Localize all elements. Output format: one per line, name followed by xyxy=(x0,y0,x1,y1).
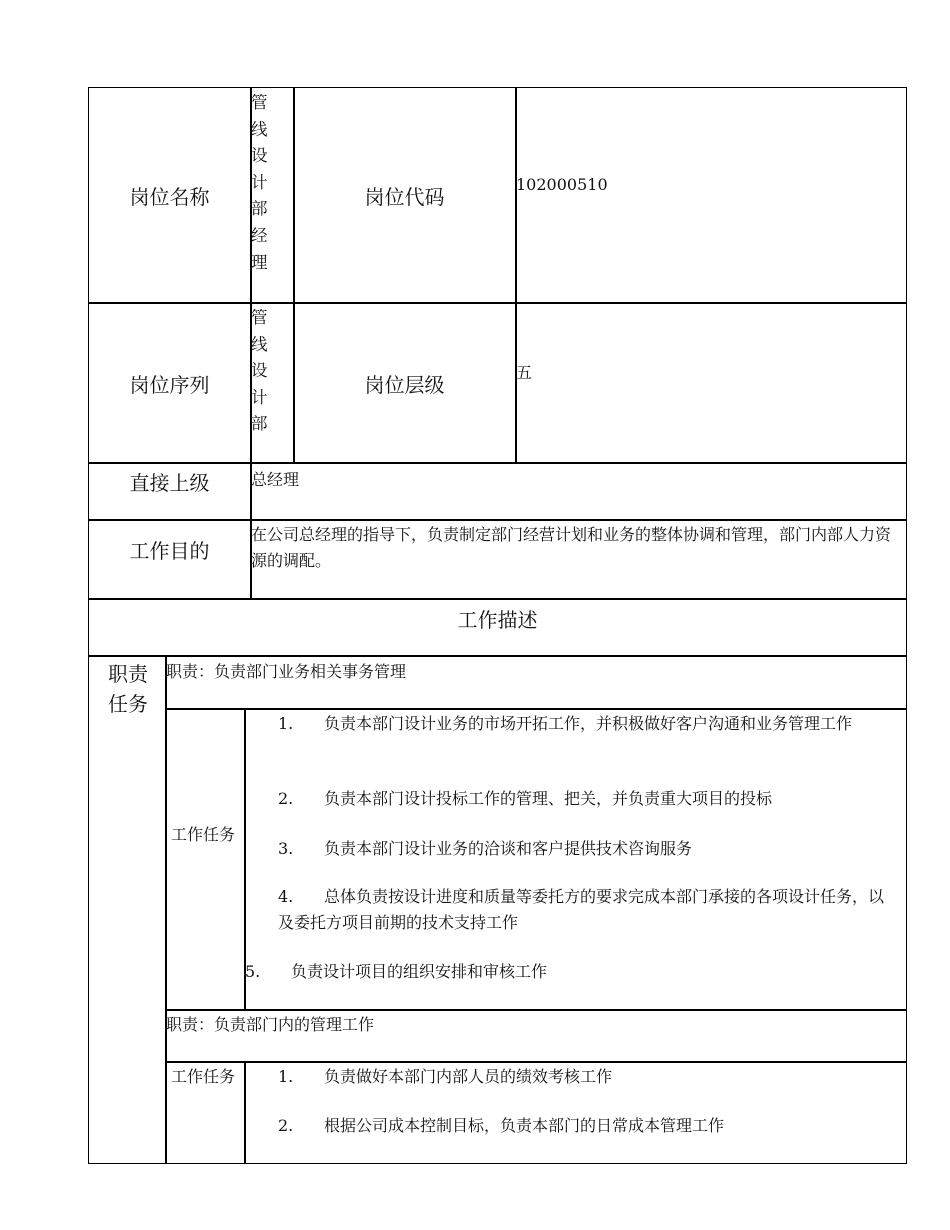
task-text: 负责本部门设计业务的洽谈和客户提供技术咨询服务 xyxy=(324,839,693,858)
position-series-label: 岗位序列 xyxy=(129,372,210,397)
task-number: 3. xyxy=(278,839,294,858)
row-divider xyxy=(165,1009,907,1011)
supervisor-label: 直接上级 xyxy=(129,470,210,495)
position-level-value: 五 xyxy=(516,363,533,382)
task-number: 2. xyxy=(278,1116,294,1135)
task-text: 负责本部门设计投标工作的管理、把关，并负责重大项目的投标 xyxy=(324,789,773,808)
col-divider xyxy=(515,87,517,463)
duty-1-title: 职责：负责部门业务相关事务管理 xyxy=(166,662,407,681)
col-divider xyxy=(165,655,167,1164)
position-series-value: 管线设计部 xyxy=(251,308,268,434)
task-number: 2. xyxy=(278,789,294,808)
task-number: 4. xyxy=(278,887,294,906)
position-level-label: 岗位层级 xyxy=(364,372,445,397)
row-divider xyxy=(165,708,907,710)
duty-1-task-3 xyxy=(278,836,886,862)
row-divider xyxy=(88,655,907,657)
duty-1-task-5 xyxy=(245,959,885,985)
duty-1-task-2 xyxy=(278,786,886,812)
supervisor-value: 总经理 xyxy=(251,470,300,489)
duties-label: 职责任务 xyxy=(108,662,148,716)
position-name-label: 岗位名称 xyxy=(129,184,210,209)
task-text: 总体负责按设计进度和质量等委托方的要求完成本部门承接的各项设计任务，以及委托方项目前期的技术支持工作 xyxy=(278,887,885,932)
task-number: 1. xyxy=(278,1067,294,1086)
duty-1-task-label: 工作任务 xyxy=(170,825,235,844)
row-divider xyxy=(165,1061,907,1063)
task-text: 负责设计项目的组织安排和审核工作 xyxy=(291,962,548,981)
duty-2-task-2 xyxy=(278,1113,886,1139)
col-divider xyxy=(244,1061,246,1164)
position-code-label: 岗位代码 xyxy=(364,184,445,209)
duty-1-task-4 xyxy=(278,884,886,936)
purpose-value: 在公司总经理的指导下，负责制定部门经营计划和业务的整体协调和管理，部门内部人力资源的调配。 xyxy=(251,525,892,570)
task-text: 负责做好本部门内部人员的绩效考核工作 xyxy=(324,1067,613,1086)
task-number: 5. xyxy=(245,962,261,981)
duty-2-task-label: 工作任务 xyxy=(170,1067,235,1086)
position-name-value: 管线设计部经理 xyxy=(251,93,268,272)
work-description-header: 工作描述 xyxy=(457,607,538,632)
task-text: 根据公司成本控制目标，负责本部门的日常成本管理工作 xyxy=(324,1116,725,1135)
duty-1-task-1 xyxy=(278,711,886,737)
task-number: 1. xyxy=(278,714,294,733)
duty-2-task-1 xyxy=(278,1064,886,1090)
duty-2-title: 职责：负责部门内的管理工作 xyxy=(166,1015,375,1034)
task-text: 负责本部门设计业务的市场开拓工作，并积极做好客户沟通和业务管理工作 xyxy=(324,714,853,733)
position-code-value: 102000510 xyxy=(516,175,608,194)
purpose-label: 工作目的 xyxy=(129,538,210,563)
